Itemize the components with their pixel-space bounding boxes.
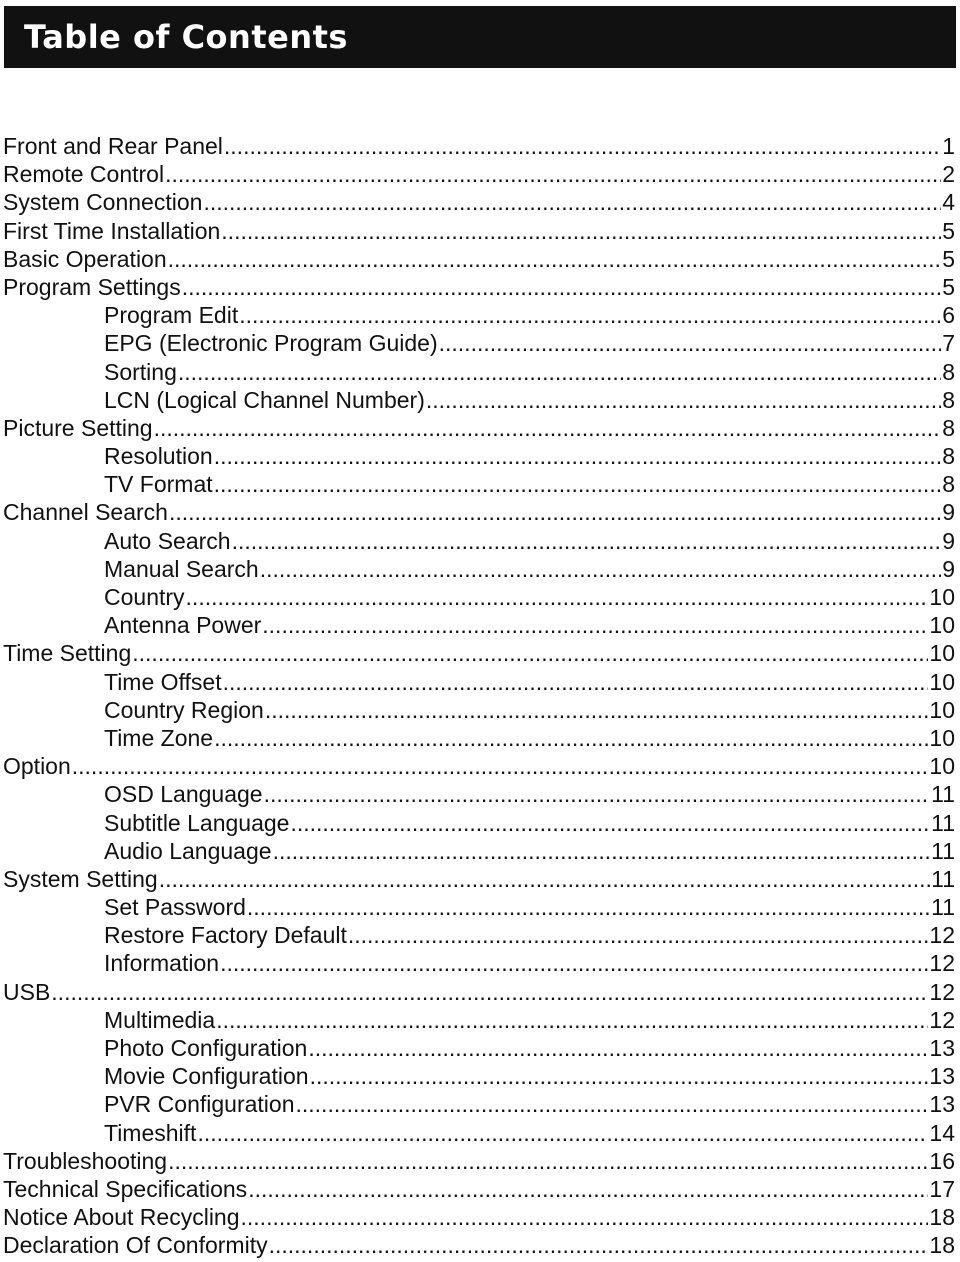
dot-leader bbox=[232, 527, 942, 555]
toc-entry[interactable] bbox=[3, 809, 955, 837]
dot-leader bbox=[273, 837, 931, 865]
toc-entry-page-number: 5 bbox=[942, 245, 955, 272]
toc-entry[interactable] bbox=[3, 358, 955, 386]
toc-entry[interactable] bbox=[3, 583, 955, 611]
dot-leader bbox=[186, 583, 929, 611]
toc-entry[interactable] bbox=[3, 1090, 955, 1118]
toc-entry[interactable] bbox=[3, 217, 955, 245]
toc-entry[interactable] bbox=[3, 837, 955, 865]
toc-entry[interactable] bbox=[3, 1147, 955, 1175]
toc-entry[interactable] bbox=[3, 780, 955, 808]
dot-leader bbox=[239, 301, 941, 329]
toc-entry-page-number: 16 bbox=[929, 1147, 955, 1174]
toc-entry[interactable] bbox=[3, 1231, 955, 1259]
dot-leader bbox=[248, 1175, 928, 1203]
toc-entry-page-number: 4 bbox=[942, 189, 955, 216]
toc-entry-page-number: 8 bbox=[942, 386, 955, 413]
toc-entry-page-number: 1 bbox=[942, 133, 955, 159]
toc-entry[interactable] bbox=[3, 329, 955, 357]
toc-entry-label: Program Edit bbox=[104, 302, 239, 329]
toc-entry-label: Remote Control bbox=[3, 161, 165, 188]
toc-entry[interactable] bbox=[3, 724, 955, 752]
toc-entry-page-number: 10 bbox=[929, 668, 955, 695]
toc-entry[interactable] bbox=[3, 1062, 955, 1090]
toc-entry-label: OSD Language bbox=[104, 781, 263, 808]
dot-leader bbox=[165, 160, 941, 188]
toc-entry-page-number: 13 bbox=[929, 1035, 955, 1061]
toc-entry-page-number: 8 bbox=[942, 471, 955, 498]
toc-entry[interactable] bbox=[3, 1175, 955, 1203]
toc-entry-page-number: 10 bbox=[929, 640, 955, 667]
toc-entry[interactable] bbox=[3, 978, 955, 1006]
toc-entry-label: Country bbox=[104, 584, 185, 610]
dot-leader bbox=[260, 555, 942, 583]
dot-leader bbox=[269, 1231, 929, 1259]
toc-entry-label: PVR Configuration bbox=[104, 1091, 295, 1118]
toc-entry[interactable] bbox=[3, 498, 955, 526]
dot-leader bbox=[439, 329, 942, 357]
toc-entry-page-number: 12 bbox=[929, 978, 955, 1005]
toc-entry[interactable] bbox=[3, 132, 955, 160]
toc-entry[interactable] bbox=[3, 921, 955, 949]
toc-entry[interactable] bbox=[3, 611, 955, 639]
toc-entry-label: Channel Search bbox=[3, 499, 168, 526]
toc-entry-page-number: 9 bbox=[942, 499, 955, 526]
toc-entry-page-number: 7 bbox=[942, 330, 955, 357]
toc-entry[interactable] bbox=[3, 555, 955, 583]
toc-entry-page-number: 9 bbox=[942, 527, 955, 554]
toc-entry-label: Antenna Power bbox=[104, 612, 262, 639]
toc-entry-label: Time Zone bbox=[104, 724, 214, 751]
toc-entry-page-number: 10 bbox=[929, 584, 955, 610]
toc-entry[interactable] bbox=[3, 668, 955, 696]
dot-leader bbox=[178, 358, 941, 386]
toc-entry-label: Notice About Recycling bbox=[3, 1204, 240, 1231]
toc-entry[interactable] bbox=[3, 245, 955, 273]
dot-leader bbox=[220, 949, 928, 977]
toc-entry-label: Program Settings bbox=[3, 273, 181, 300]
toc-entry-page-number: 11 bbox=[931, 809, 955, 836]
toc-entry-page-number: 11 bbox=[931, 837, 955, 864]
dot-leader bbox=[264, 780, 931, 808]
toc-entry-label: System Connection bbox=[3, 189, 203, 216]
toc-entry-page-number: 13 bbox=[929, 1063, 955, 1090]
dot-leader bbox=[348, 921, 929, 949]
toc-entry[interactable] bbox=[3, 160, 955, 188]
toc-entry-page-number: 11 bbox=[931, 781, 955, 808]
dot-leader bbox=[214, 724, 928, 752]
toc-entry-label: Declaration Of Conformity bbox=[3, 1232, 268, 1259]
toc-entry-page-number: 12 bbox=[929, 950, 955, 977]
toc-entry[interactable] bbox=[3, 188, 955, 216]
toc-entry-label: TV Format bbox=[104, 471, 213, 498]
toc-entry-page-number: 14 bbox=[929, 1119, 955, 1146]
page-title: Table of Contents bbox=[24, 18, 348, 56]
table-of-contents bbox=[3, 132, 955, 1260]
toc-entry[interactable] bbox=[3, 527, 955, 555]
dot-leader bbox=[132, 639, 928, 667]
dot-leader bbox=[214, 470, 942, 498]
toc-entry-page-number: 10 bbox=[929, 696, 955, 723]
toc-entry-page-number: 2 bbox=[942, 161, 955, 188]
dot-leader bbox=[247, 893, 930, 921]
toc-entry-label: Multimedia bbox=[104, 1006, 216, 1033]
toc-entry-page-number: 10 bbox=[929, 753, 955, 780]
toc-entry-page-number: 10 bbox=[929, 612, 955, 639]
dot-leader bbox=[159, 865, 930, 893]
toc-entry-page-number: 6 bbox=[942, 302, 955, 329]
dot-leader bbox=[221, 217, 941, 245]
toc-entry-label: Movie Configuration bbox=[104, 1063, 309, 1090]
toc-entry-label: System Setting bbox=[3, 865, 158, 892]
toc-entry-page-number: 11 bbox=[931, 894, 955, 921]
toc-entry-label: Time Offset bbox=[104, 668, 222, 695]
toc-entry-label: Front and Rear Panel bbox=[3, 133, 223, 159]
toc-entry-label: Picture Setting bbox=[3, 414, 153, 441]
toc-entry[interactable] bbox=[3, 442, 955, 470]
toc-entry-label: Option bbox=[3, 753, 71, 780]
toc-entry-label: LCN (Logical Channel Number) bbox=[104, 386, 425, 413]
dot-leader bbox=[308, 1034, 928, 1062]
toc-entry-label: Troubleshooting bbox=[3, 1147, 168, 1174]
toc-entry[interactable] bbox=[3, 414, 955, 442]
dot-leader bbox=[168, 1147, 928, 1175]
dot-leader bbox=[72, 752, 929, 780]
dot-leader bbox=[214, 442, 942, 470]
toc-entry-label: EPG (Electronic Program Guide) bbox=[104, 330, 438, 357]
toc-entry-label: Technical Specifications bbox=[3, 1175, 248, 1202]
toc-entry[interactable] bbox=[3, 301, 955, 329]
toc-entry-page-number: 11 bbox=[931, 865, 955, 892]
toc-entry-page-number: 10 bbox=[929, 724, 955, 751]
toc-entry-label: Timeshift bbox=[104, 1119, 197, 1146]
toc-entry-label: Restore Factory Default bbox=[104, 922, 347, 949]
toc-entry[interactable] bbox=[3, 893, 955, 921]
dot-leader bbox=[182, 273, 942, 301]
dot-leader bbox=[262, 611, 928, 639]
toc-entry[interactable] bbox=[3, 639, 955, 667]
toc-entry-label: Subtitle Language bbox=[104, 809, 290, 836]
toc-entry[interactable] bbox=[3, 1203, 955, 1231]
toc-entry-page-number: 17 bbox=[929, 1175, 955, 1202]
dot-leader bbox=[168, 245, 942, 273]
toc-entry-label: First Time Installation bbox=[3, 217, 221, 244]
toc-entry-label: Set Password bbox=[104, 894, 246, 921]
toc-entry-label: Auto Search bbox=[104, 527, 231, 554]
toc-entry[interactable] bbox=[3, 752, 955, 780]
dot-leader bbox=[51, 978, 928, 1006]
toc-entry-label: Audio Language bbox=[104, 837, 272, 864]
toc-entry-page-number: 8 bbox=[942, 443, 955, 470]
toc-entry-label: Basic Operation bbox=[3, 245, 167, 272]
toc-entry[interactable] bbox=[3, 386, 955, 414]
dot-leader bbox=[169, 498, 941, 526]
toc-entry-label: USB bbox=[3, 978, 51, 1005]
toc-entry[interactable] bbox=[3, 949, 955, 977]
toc-entry-label: Resolution bbox=[104, 443, 213, 470]
toc-entry-page-number: 5 bbox=[942, 273, 955, 300]
dot-leader bbox=[224, 132, 941, 160]
toc-entry-page-number: 12 bbox=[929, 1006, 955, 1033]
dot-leader bbox=[223, 668, 929, 696]
toc-entry[interactable] bbox=[3, 273, 955, 301]
toc-entry-label: Country Region bbox=[104, 696, 264, 723]
title-bar bbox=[4, 6, 956, 68]
dot-leader bbox=[216, 1006, 928, 1034]
toc-entry-page-number: 18 bbox=[929, 1232, 955, 1259]
toc-entry-page-number: 9 bbox=[942, 555, 955, 582]
dot-leader bbox=[265, 696, 929, 724]
dot-leader bbox=[203, 188, 941, 216]
toc-entry-page-number: 8 bbox=[942, 414, 955, 441]
toc-entry[interactable] bbox=[3, 1006, 955, 1034]
dot-leader bbox=[197, 1119, 928, 1147]
dot-leader bbox=[310, 1062, 929, 1090]
toc-entry-page-number: 12 bbox=[929, 922, 955, 949]
toc-entry-label: Photo Configuration bbox=[104, 1035, 308, 1061]
toc-entry-page-number: 8 bbox=[942, 358, 955, 385]
dot-leader bbox=[426, 386, 941, 414]
toc-entry[interactable] bbox=[3, 1034, 955, 1062]
dot-leader bbox=[290, 809, 930, 837]
toc-entry-page-number: 13 bbox=[929, 1091, 955, 1118]
toc-entry[interactable] bbox=[3, 470, 955, 498]
toc-entry-page-number: 18 bbox=[929, 1204, 955, 1231]
toc-entry[interactable] bbox=[3, 696, 955, 724]
toc-entry-label: Time Setting bbox=[3, 640, 132, 667]
toc-entry-page-number: 5 bbox=[942, 217, 955, 244]
toc-entry-label: Manual Search bbox=[104, 555, 259, 582]
toc-entry-label: Sorting bbox=[104, 358, 177, 385]
toc-entry-label: Information bbox=[104, 950, 220, 977]
dot-leader bbox=[241, 1203, 929, 1231]
dot-leader bbox=[296, 1090, 929, 1118]
toc-entry[interactable] bbox=[3, 865, 955, 893]
dot-leader bbox=[154, 414, 942, 442]
toc-entry[interactable] bbox=[3, 1119, 955, 1147]
